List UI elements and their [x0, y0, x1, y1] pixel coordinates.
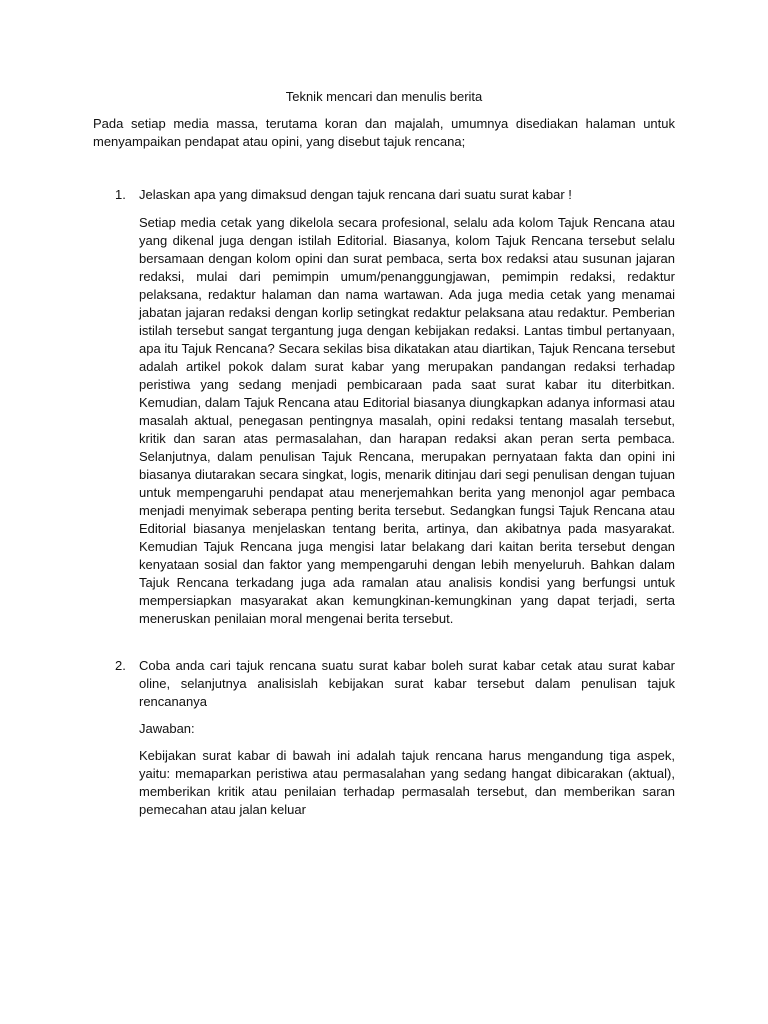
item-body	[139, 186, 675, 628]
intro-paragraph: Pada setiap media massa, terutama koran dan majalah, umumnya disediakan halaman untuk menyampaikan pendapat atau opini, yang disebut tajuk rencana;	[93, 116, 675, 149]
item-question: Coba anda cari tajuk rencana suatu surat kabar boleh surat kabar cetak atau surat kabar oline, selanjutnya analisislah kebijakan surat kabar tersebut dalam penulisan tajuk rencananya	[139, 658, 675, 709]
item-answer: Setiap media cetak yang dikelola secara profesional, selalu ada kolom Tajuk Rencana atau yang dikenal juga dengan istilah Editorial. Biasanya, kolom Tajuk Rencana tersebut selalu bersamaan dengan kolom opini dan surat pembaca, serta box redaksi atau susunan jajaran redaksi, mulai dari pemimpin umum/penanggungjawan, pemimpin redaksi, redaktur pelaksana, redaktur halaman dan nama wartawan. Ada juga media cetak yang menamai jabatan jajaran redaksi dengan korlip setingkat redaktur pelaksana atau redaktur. Pemberian istilah tersebut sangat tergantung juga dengan kebijakan redaksi. Lantas timbul pertanyaan, apa itu Tajuk Rencana? Secara sekilas bisa dikatakan atau diartikan, Tajuk Rencana tersebut adalah artikel pokok dalam surat kabar yang merupakan pandangan redaksi terhadap peristiwa yang sedang menjadi pembicaraan pada saat surat kabar itu diterbitkan. Kemudian, dalam Tajuk Rencana atau Editorial biasanya diungkapkan adanya informasi atau masalah aktual, penegasan pentingnya masalah, opini redaksi tentang masalah tersebut, kritik dan saran atas permasalahan, dan harapan redaksi akan peran serta pembaca. Selanjutnya, dalam penulisan Tajuk Rencana, merupakan pernyataan fakta dan opini ini biasanya diutarakan secara singkat, logis, menarik ditinjau dari segi penulisan dengan tujuan untuk mempengaruhi pendapat atau menerjemahkan berita yang menonjol agar pembaca menjadi menyimak seberapa penting berita tersebut. Sedangkan fungsi Tajuk Rencana atau Editorial biasanya menjelaskan tentang berita, artinya, dan akibatnya pada masyarakat. Kemudian Tajuk Rencana juga mengisi latar belakang dari kaitan berita tersebut dengan kenyataan sosial dan faktor yang mempengaruhi dengan lebih menyeluruh. Bahkan dalam Tajuk Rencana terkadang juga ada ramalan atau analisis kondisi yang berfungsi untuk mempersiapkan masyarakat akan kemungkinan-kemungkinan yang dapat terjadi, serta meneruskan penilaian moral mengenai berita tersebut.	[139, 215, 675, 626]
item-number: 2.	[115, 658, 126, 673]
item-question: Jelaskan apa yang dimaksud dengan tajuk rencana dari suatu surat kabar !	[139, 187, 572, 202]
answer-label: Jawaban:	[139, 721, 195, 736]
item-body	[139, 657, 675, 819]
document-title: Teknik mencari dan menulis berita	[285, 89, 483, 104]
item-number: 1.	[115, 187, 126, 202]
item-answer: Kebijakan surat kabar di bawah ini adalah tajuk rencana harus mengandung tiga aspek, yaitu: memaparkan peristiwa atau permasalahan yang sedang hangat dibicarakan (aktual), memberikan kritik atau penilaian terhadap permasalah tersebut, dan memberikan saran pemecahan atau jalan keluar	[139, 748, 675, 817]
